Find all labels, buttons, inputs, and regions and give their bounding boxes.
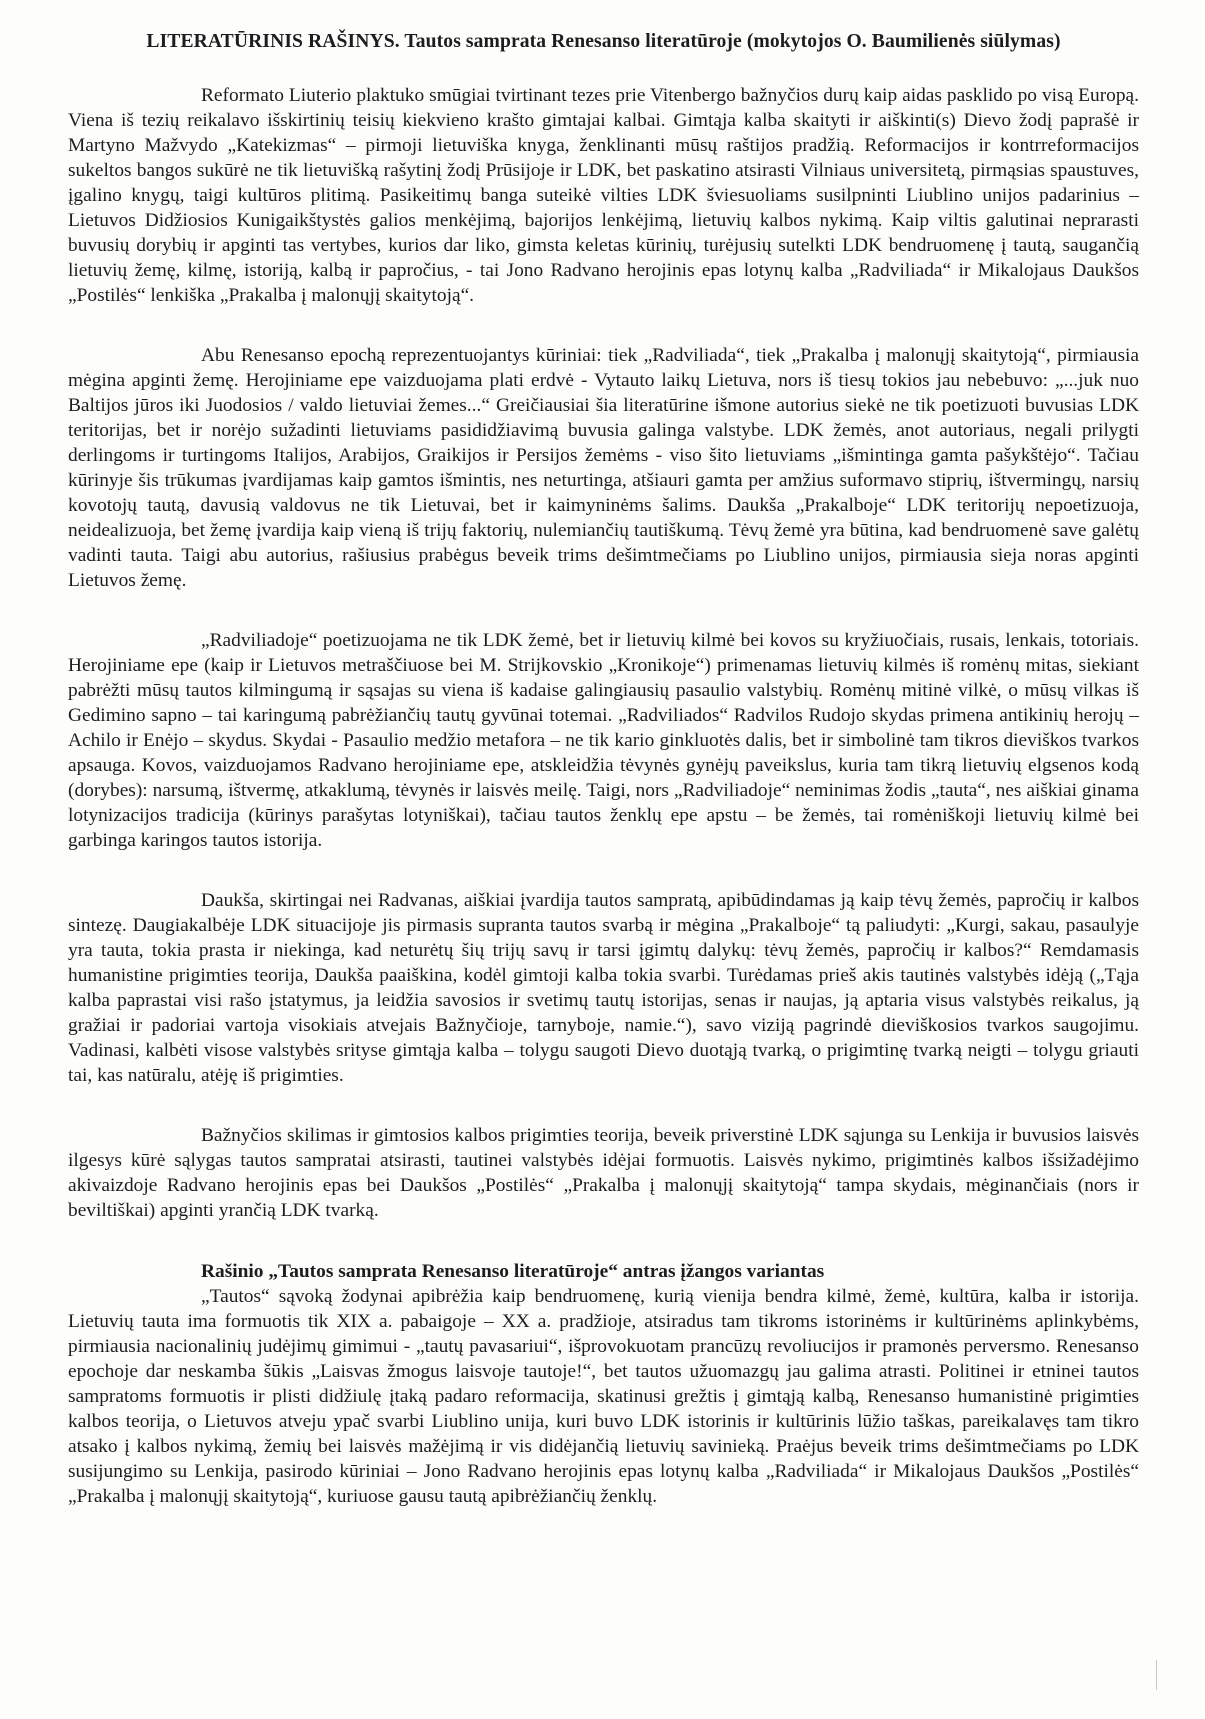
paragraph-radviliada: „Radviliadoje“ poetizuojama ne tik LDK žemė, bet ir lietuvių kilmė bei kovos su kryžiuočiais, rusais, lenkais, totoriais. Herojiniame epe (kaip ir Lietuvos metraščiuose bei M. Strijkovskio „Kronikoje“) primenamas lietuvių kilmės iš romėnų mitas, siekiant pabrėžti mūsų tautos kilmingumą ir sąsajas su viena iš kadaise galingiausių pasaulio valstybių. Romėnų mitinė vilkė, o mūsų vilkas iš Gedimino sapno – tai karingumą pabrėžiančių tautų gyvūnai totemai. „Radviliados“ Radvilos Rudojo skydas primena antikinių herojų – Achilo ir Enėjo – skydus. Skydai - Pasaulio medžio metafora – ne tik kario ginkluotės dalis, bet ir simbolinė tam tikros dieviškos tvarkos apsauga. Kovos, vaizduojamos Radvano herojiniame epe, atskleidžia tėvynės gynėjų paveikslus, kuria tam tikrą lietuvių elgsenos kodą (dorybes): narsumą, ištvermę, atkaklumą, tėvynės ir laisvės meilę. Taigi, nors „Radviliadoje“ neminimas žodis „tauta“, nes aiškiai ginama lotynizacijos tradicija (kūrinys parašytas lotyniškai), tačiau tautos ženklų epe apstu – be žemės, tai romėniškoji lietuvių kilmė bei garbinga karingos tautos istorija. [68, 630, 1139, 851]
document-title: LITERATŪRINIS RAŠINYS. Tautos samprata Renesanso literatūroje (mokytojos O. Baumilienės siūlymas) [146, 31, 1061, 52]
section-subtitle: Rašinio „Tautos samprata Renesanso literatūroje“ antras įžangos variantas [201, 1261, 825, 1282]
paragraph-dauksa: Daukša, skirtingai nei Radvanas, aiškiai įvardija tautos sampratą, apibūdindamas ją kaip tėvų žemės, papročių ir kalbos sintezę. Daugiakalbėje LDK situacijoje jis pirmasis supranta tautos svarbą ir mėgina „Prakalboje“ tą paliudyti: „Kurgi, sakau, pasaulyje yra tauta, tokia prasta ir niekinga, kad neturėtų šių trijų savų ir tarsi įgimtų dalykų: tėvų žemės, papročių ir kalbos?“ Remdamasis humanistine prigimties teorija, Daukša paaiškina, kodėl gimtoji kalba tokia svarbi. Turėdamas prieš akis tautinės valstybės idėją („Tąja kalba paprastai visi rašo įstatymus, ja leidžia savosios ir svetimų tautų istorijas, senas ir naujas, ją aptaria visus valstybės reikalus, ją gražiai ir padoriai vartoja visokiais atvejais Bažnyčioje, tarnyboje, namie.“), savo viziją pagrindė dieviškosios tvarkos saugojimu. Vadinasi, kalbėti visose valstybės srityse gimtąja kalba – tolygu saugoti Dievo duotąją tvarką, o prigimtinę tvarką neigti – tolygu griauti tai, kas natūralu, atėję iš prigimties. [68, 890, 1139, 1086]
document-body [68, 30, 1139, 1509]
scan-artifact [1156, 1660, 1157, 1690]
paragraph-conclusion: Bažnyčios skilimas ir gimtosios kalbos prigimties teorija, beveik priverstinė LDK sąjunga su Lenkija ir buvusios laisvės ilgesys kūrė sąlygas tautos sampratai atsirasti, tautinei valstybės idėjai formuotis. Laisvės nykimo, prigimtinės kalbos išsižadėjimo akivaizdoje Radvano herojinis epas bei Daukšos „Postilės“ „Prakalba į malonųjį skaitytoją“ tampa skydais, mėginančiais (nors ir beviltiškai) apginti yrančią LDK tvarką. [68, 1125, 1139, 1221]
paragraph-land: Abu Renesanso epochą reprezentuojantys kūriniai: tiek „Radviliada“, tiek „Prakalba į malonųjį skaitytoją“, pirmiausia mėgina apginti žemę. Herojiniame epe vaizduojama plati erdvė - Vytauto laikų Lietuva, nors iš tiesų tokios jau nebebuvo: „...juk nuo Baltijos jūros iki Juodosios / valdo lietuviai žemes...“ Greičiausiai šia literatūrine išmone autorius siekė ne tik poetizuoti buvusias LDK teritorijas, bet ir norėjo sužadinti lietuviams pasididžiavimą buvusia galinga valstybe. LDK žemės, anot autoriaus, negali prilygti derlingoms ir turtingoms Italijos, Arabijos, Graikijos ir Persijos žemėms - viso šito lietuviams „išmintinga gamta pašykštėjo“. Tačiau kūrinyje šis trūkumas įvardijamas kaip gamtos išmintis, nes neturtinga, atšiauri gamta per amžius suformavo stiprių, ištvermingų, narsių kovotojų tautą, davusią valdovus ne tik Lietuvai, bet ir kaimyninėms šalims. Daukša „Prakalboje“ LDK teritorijų nepoetizuoja, neidealizuoja, bet žemę įvardija kaip vieną iš trijų faktorių, nulemiančių tautiškumą. Tėvų žemė yra būtina, kad bendruomenė save galėtų vadinti tauta. Taigi abu autorius, rašiusius prabėgus beveik trims dešimtmečiams po Liublino unijos, pirmiausia sieja noras apginti Lietuvos žemę. [68, 345, 1139, 591]
paragraph-alternative-intro: „Tautos“ sąvoką žodynai apibrėžia kaip bendruomenę, kurią vienija bendra kilmė, žemė, kultūra, kalba ir istorija. Lietuvių tauta ima formuotis tik XIX a. pabaigoje – XX a. pradžioje, atsiradus tam tikroms istorinėms ir kultūrinėms aplinkybėms, pirmiausia nacionalinių judėjimų gimimui - „tautų pavasariui“, išprovokuotam prancūzų revoliucijos ir pramonės perversmo. Renesanso epochoje dar neskamba šūkis „Laisvas žmogus laisvoje tautoje!“, bet tautos užuomazgų jau galima atrasti. Politinei ir etninei tautos sampratoms formuotis ir plisti didžiulę įtaką padaro reformacija, skatinusi grežtis į gimtąją kalbą, Renesanso humanistinė prigimties kalbos teorija, o Lietuvos atveju ypač svarbi Liublino unija, kuri buvo LDK istorinis ir kultūrinis lūžio taškas, pareikalavęs tam tikro atsako į kalbos nykimą, žemių bei laisvės mažėjimą ir vis didėjančią lietuvių savinieką. Praėjus beveik trims dešimtmečiams po LDK susijungimo su Lenkija, pasirodo kūriniai – Jono Radvano herojinis epas lotynų kalba „Radviliada“ ir Mikalojaus Daukšos „Postilės“ „Prakalba į malonųjį skaitytoją“, kuriuose gausu tautą apibrėžiančių ženklų. [68, 1286, 1139, 1507]
paragraph-intro: Reformato Liuterio plaktuko smūgiai tvirtinant tezes prie Vitenbergo bažnyčios durų kaip aidas pasklido po visą Europą. Viena iš tezių reikalavo išskirtinių teisių kiekvieno krašto gimtajai kalbai. Gimtąja kalba skaityti ir aiškinti(s) Dievo žodį paprašė ir Martyno Mažvydo „Katekizmas“ – pirmoji lietuviška knyga, ženklinanti mūsų raštijos pradžią. Reformacijos ir kontrreformacijos sukeltos bangos sukūrė ne tik lietuvišką rašytinį žodį Prūsijoje ir LDK, bet paskatino atsirasti Vilniaus universitetą, pirmąsias spaustuves, įgalino knygų, taigi kultūros plitimą. Pasikeitimų banga suteikė vilties LDK šviesuoliams susilpninti Liublino unijos padarinius – Lietuvos Didžiosios Kunigaikštystės galios menkėjimą, bajorijos lenkėjimą, lietuvių kalbos nykimą. Kaip viltis galutinai neprarasti buvusių dorybių ir apginti tas vertybes, kurios dar liko, gimsta keletas kūrinių, turėjusių sutelkti LDK bendruomenę į tautą, saugančią lietuvių žemę, kilmę, istoriją, kalbą ir papročius, - tai Jono Radvano herojinis epas lotynų kalba „Radviliada“ ir Mikalojaus Daukšos „Postilės“ lenkiška „Prakalba į malonųjį skaitytoją“. [68, 85, 1139, 306]
